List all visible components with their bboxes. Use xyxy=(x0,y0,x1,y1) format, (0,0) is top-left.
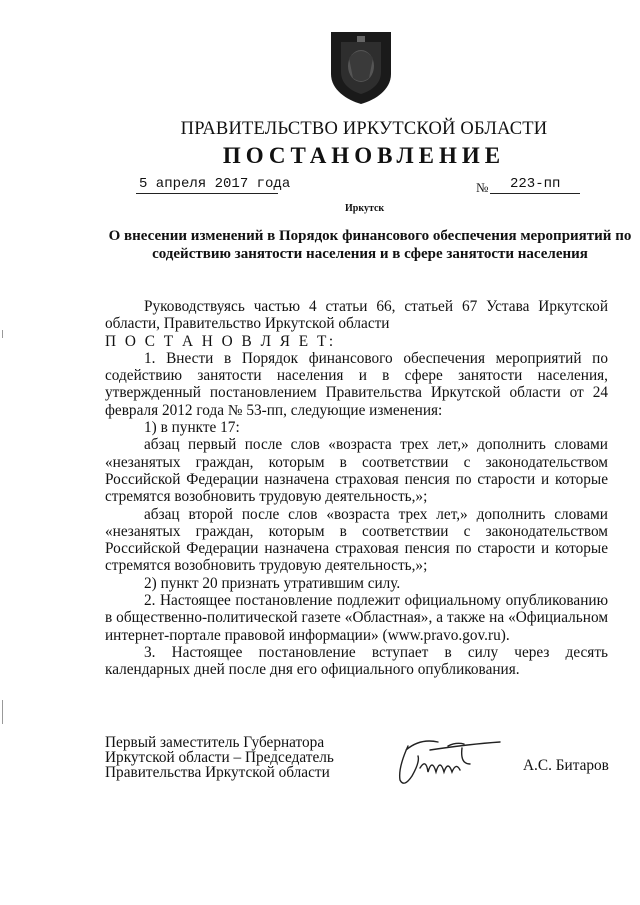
signatory-line: Иркутской области – Председатель xyxy=(105,749,334,766)
signer-name: А.С. Битаров xyxy=(523,757,609,774)
paragraph-1-2: 2) пункт 20 признать утратившим силу. xyxy=(144,574,401,592)
document-body xyxy=(105,298,608,679)
signatory-title xyxy=(105,735,334,780)
coat-of-arms-icon xyxy=(327,28,395,106)
government-name: ПРАВИТЕЛЬСТВО ИРКУТСКОЙ ОБЛАСТИ xyxy=(180,119,548,139)
document-date: 5 апреля 2017 года xyxy=(139,176,291,192)
paragraph-1-1b: абзац второй после слов «возраста трех лет,» дополнить словами «незанятых граждан, которым в соответствии с законодательством Российской Федерации назначена страховая пенсия по старости и которые стремятся возобновить трудовую деятельность,»; xyxy=(105,505,608,575)
document-number: 223-пп xyxy=(510,176,561,192)
paragraph-3: 3. Настоящее постановление вступает в силу через десять календарных дней после дня его официального опубликования. xyxy=(105,643,608,679)
scan-mark xyxy=(2,700,3,724)
decree-word: П О С Т А Н О В Л Я Е Т: xyxy=(105,332,336,350)
date-underline xyxy=(136,193,278,194)
city: Иркутск xyxy=(345,203,385,214)
document-type: ПОСТАНОВЛЕНИЕ xyxy=(222,143,506,168)
signatory-line: Правительства Иркутской области xyxy=(105,764,330,781)
paragraph-2: 2. Настоящее постановление подлежит официальному опубликованию в общественно-политической газете «Областная», а также на «Официальном интернет-портале правовой информации» (www.pravo.gov.ru). xyxy=(105,592,608,644)
handwritten-signature xyxy=(390,728,505,790)
intro-paragraph: Руководствуясь частью 4 статьи 66, статьей 67 Устава Иркутской области, Правительство Иркутской области xyxy=(105,298,608,333)
number-underline xyxy=(490,193,580,194)
document-heading: О внесении изменений в Порядок финансового обеспечения мероприятий по содействию занятости населения и в сфере занятости населения xyxy=(108,228,632,262)
paragraph-1-1: 1) в пункте 17: xyxy=(144,419,240,437)
paragraph-1-1a: абзац первый после слов «возраста трех лет,» дополнить словами «незанятых граждан, которым в соответствии с законодательством Российской Федерации назначена страховая пенсия по старости и которые стремятся возобновить трудовую деятельность,»; xyxy=(105,436,608,506)
scan-mark xyxy=(2,330,3,338)
paragraph-1: 1. Внести в Порядок финансового обеспечения мероприятий по содействию занятости населения и в сфере занятости населения, утвержденный постановлением Правительства Иркутской области от 24 февраля 2012 года № 53-пп, следующие изменения: xyxy=(105,349,608,419)
number-sign: № xyxy=(476,180,489,195)
signatory-line: Первый заместитель Губернатора xyxy=(105,734,325,751)
